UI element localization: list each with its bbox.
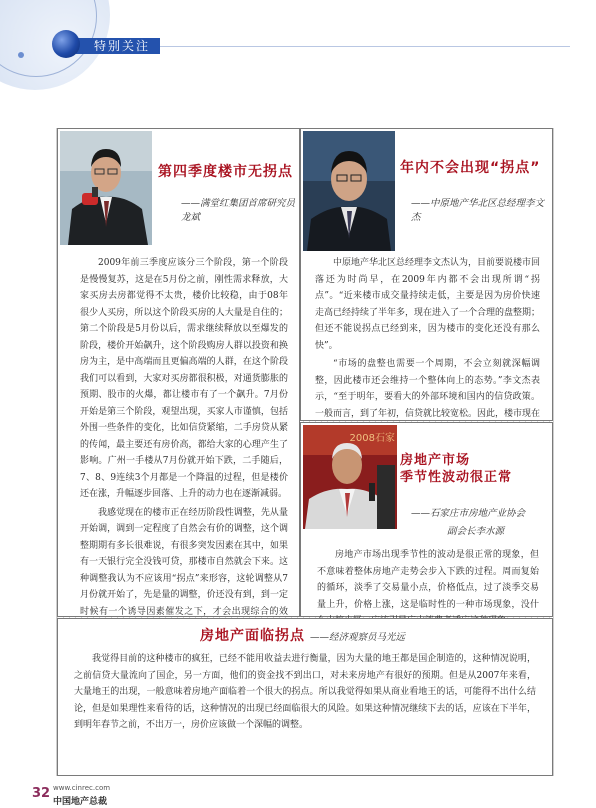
article3-photo-banner: 2008石家	[349, 433, 395, 444]
article4-paragraph: 我觉得目前的这种楼市的疯狂，已经不能用收益去进行衡量，因为大量的地王都是国企制造的，这种情况说明，之前信贷大量流向了国企，另一方面，他们的资金找不到出口，对未来房地产有很好的预期。但是从2007年来看，大量地王的出现，一般意味着房地产面临着一个很大的拐点。所以我觉得如果从商业看地王的话，可能得不出什么结论，但是如果理性来看待的话，这种情况的出现已经面临很大的风险。如果这种情况继续下去的话，应该在下半年，到明年春节之前，不出万一，房价应该做一个深幅的调整。	[74, 654, 536, 730]
article4-body	[74, 651, 536, 734]
header-decoration-dot	[18, 52, 24, 58]
article3-photo	[303, 425, 397, 529]
article3-byline-line1: ——石家庄市房地产业协会	[411, 508, 526, 519]
article2-photo	[303, 131, 395, 251]
article3-frame	[300, 422, 553, 617]
section-tag: 特别关注	[76, 38, 160, 54]
article3-byline-line2: 副会长李水源	[447, 526, 505, 537]
article1-photo	[60, 131, 152, 245]
article3-title-line1: 房地产市场	[400, 453, 471, 468]
page-number: 32	[32, 786, 51, 801]
article4-title: 房地产面临拐点	[200, 628, 305, 644]
article3-paragraph: 房地产市场出现季节性的波动是很正常的现象，但不意味着整体房地产走势会步入下跌的过程。周而复始的循环，淡季了交易量小点，价格低点，过了淡季交易量上升，价格上涨，这是临时性的一种市场现象，没什	[317, 550, 539, 610]
article3-title-line2: 季节性波动很正常	[400, 470, 513, 485]
article1-frame	[57, 128, 300, 617]
header-decoration-ball	[52, 30, 80, 58]
header-rule	[100, 46, 570, 47]
article1-paragraph: 我感觉现在的楼市正在经历阶段性调整，先从量开始调，调到一定程度了自然会有价的调整，这个调整期期有多长很难说，有很多突发因素在其中，如果有一天银行完全没钱可贷，那楼市自然就会下来。这种调整我认为不应该用“拐点”来形容，这轮调整从7月份就开始了，先是量的调整，价还没有到，到一定时候有一个诱导因素催发之下，才会出现综合的效	[80, 507, 288, 617]
article4-frame	[57, 618, 553, 776]
footer-magazine-name: 中国地产总裁	[53, 797, 108, 807]
article2-paragraph: 中原地产华北区总经理李文杰认为，目前要说楼市回落还为时尚早，在2009年内都不会出现所谓“拐点”。“近来楼市成交量持续走低，主要是因为房价快速走高已经持续了半年多，现在进入了一个合理的盘整期；但还不能说拐点已经到来，因为楼市的变化还没有那么快”。	[315, 258, 541, 351]
article1-body	[80, 255, 288, 653]
article1-byline: ——满堂红集团首席研究员龙斌	[181, 198, 296, 223]
footer-url: www.cinrec.com	[53, 784, 111, 792]
article4-byline: ——经济观察员马光远	[310, 632, 406, 643]
article1-paragraph: 2009年前三季度应该分三个阶段，第一个阶段是慢慢复苏，这是在5月份之前，刚性需求释放，大家买房去房都觉得不太贵，楼价比较稳，由于08年很少人买房，所以这个阶段买房的人大量是自住的；第二个阶段是5月份以后，需求继续释放以至爆发的阶段，楼价开始飙升，这个阶段购房人群以投资和换房为主，是中高端而且更偏高端的人群，在这个阶段我们可以看到，大家对买房都很积极，对通货膨胀的预期、股市的火爆，都让楼市有了一个飙升。7月份开始是第三个阶段，观望出现，买家人市谨慎，包括外围一些条件的变化，比如信贷紧缩，二手房贷从紧的传闻，最主要还有房价高，都给大家的心理产生了影响。广州一手楼从7月份就开始下跌，二手随后，7、8、9连续3个月都是一个降温的过程，但是楼价还在涨，升幅逐步回落、上升的动力也在逐渐减弱。	[80, 258, 288, 499]
article2-title: 年内不会出现“拐点”	[400, 160, 541, 176]
article2-frame	[300, 128, 553, 421]
article1-title: 第四季度楼市无拐点	[158, 164, 293, 180]
article2-byline: ——中原地产华北区总经理李文杰	[411, 198, 545, 223]
article2-body	[315, 255, 540, 439]
article2-paragraph: “市场的盘整也需要一个周期，不会立刻就深幅调整，因此楼市还会维持一个整体向上的态势。”李文杰表示，“至于明年，要看大的外部环境和国内的信贷政策。一般而言，到了年初，信贷就比较宽松。因此，楼市现在	[315, 359, 541, 419]
